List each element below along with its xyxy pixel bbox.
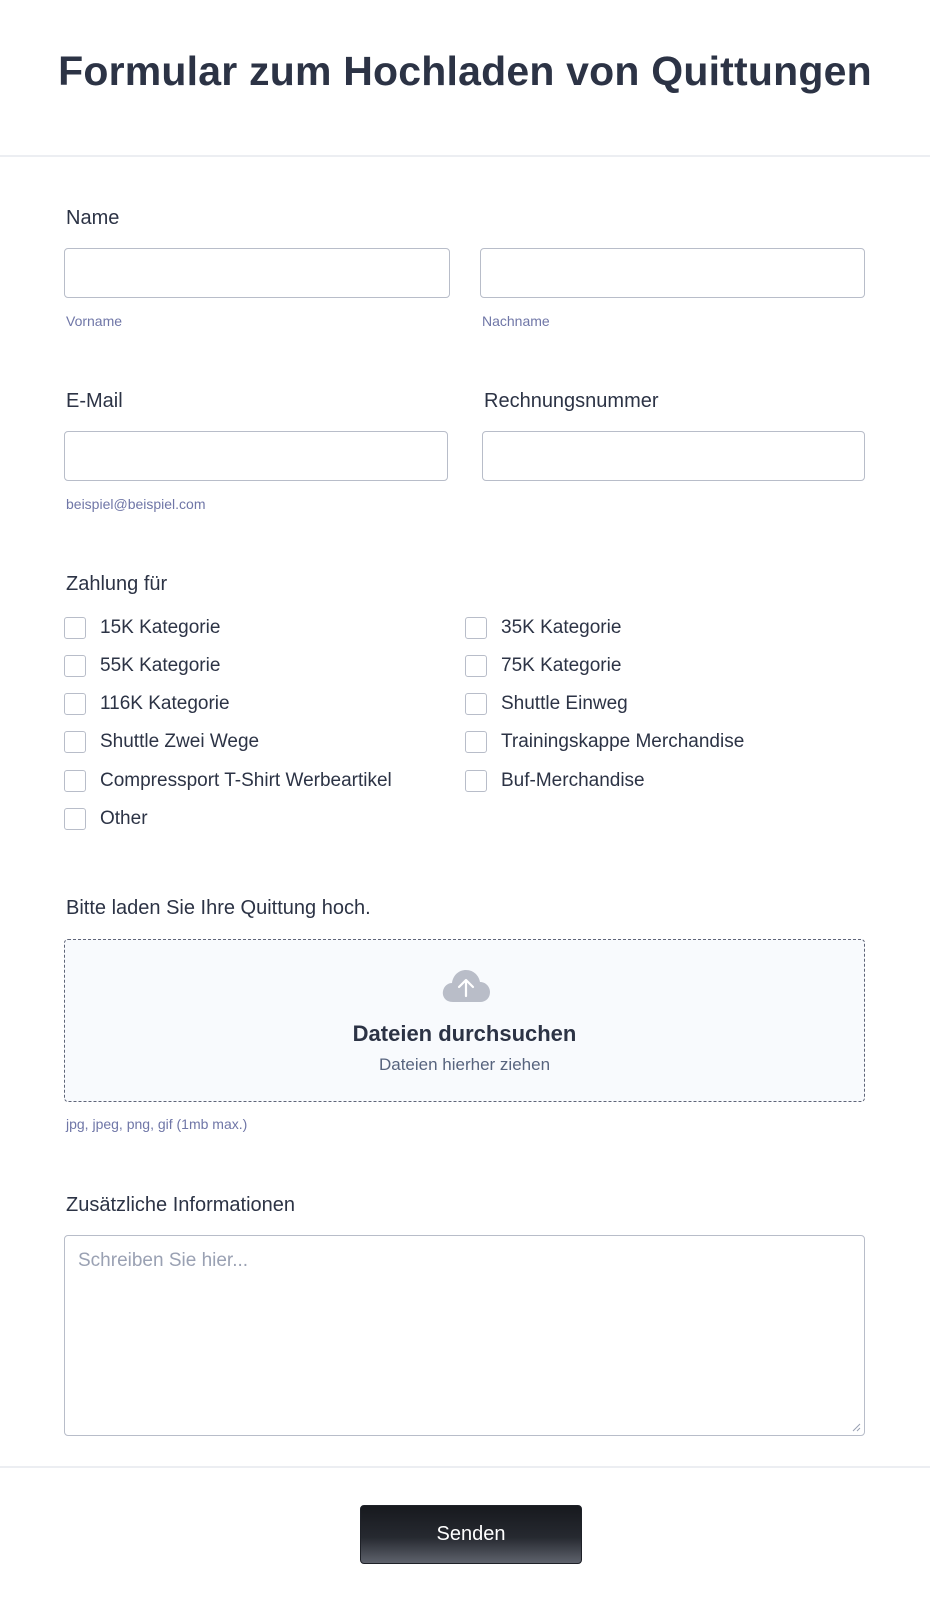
checkbox[interactable] xyxy=(465,617,487,639)
checkbox[interactable] xyxy=(64,617,86,639)
checkbox-option[interactable] xyxy=(64,615,220,641)
checkbox[interactable] xyxy=(64,731,86,753)
checkbox[interactable] xyxy=(465,693,487,715)
form-header xyxy=(0,0,930,157)
checkbox-label: 35K Kategorie xyxy=(501,617,622,638)
checkbox-label: 55K Kategorie xyxy=(100,655,221,676)
checkbox-option[interactable] xyxy=(64,768,392,794)
checkbox-label: Trainingskappe Merchandise xyxy=(501,731,745,752)
cloud-upload-icon xyxy=(441,968,491,1004)
additional-info-label: Zusätzliche Informationen xyxy=(66,1194,296,1216)
checkbox-option[interactable] xyxy=(64,653,220,679)
checkbox[interactable] xyxy=(465,655,487,677)
upload-label: Bitte laden Sie Ihre Quittung hoch. xyxy=(66,897,371,919)
name-label: Name xyxy=(66,207,120,229)
invoice-number-label: Rechnungsnummer xyxy=(484,390,659,412)
browse-files-link[interactable]: Dateien durchsuchen xyxy=(352,1021,577,1046)
checkbox-label: Shuttle Zwei Wege xyxy=(100,731,260,752)
checkbox-option[interactable] xyxy=(465,691,628,717)
first-name-input[interactable] xyxy=(64,248,450,298)
checkbox-option[interactable] xyxy=(64,806,148,832)
last-name-input[interactable] xyxy=(480,248,865,298)
first-name-sublabel: Vorname xyxy=(66,313,123,329)
checkbox[interactable] xyxy=(64,770,86,792)
checkbox-label: 116K Kategorie xyxy=(100,693,230,714)
checkbox-label: Other xyxy=(100,808,148,829)
file-dropzone[interactable] xyxy=(64,939,865,1102)
checkbox[interactable] xyxy=(465,770,487,792)
checkbox[interactable] xyxy=(64,655,86,677)
file-types-hint: jpg, jpeg, png, gif (1mb max.) xyxy=(66,1116,248,1132)
footer-divider xyxy=(0,1466,930,1468)
checkbox-option[interactable] xyxy=(465,615,621,641)
payment-for-label: Zahlung für xyxy=(66,573,168,595)
checkbox-label: 15K Kategorie xyxy=(100,617,221,638)
email-sublabel: beispiel@beispiel.com xyxy=(66,496,206,512)
checkbox-label: 75K Kategorie xyxy=(501,655,622,676)
email-input[interactable] xyxy=(64,431,448,481)
checkbox[interactable] xyxy=(64,808,86,830)
checkbox-option[interactable] xyxy=(64,729,259,755)
email-label: E-Mail xyxy=(66,390,123,412)
checkbox-label: Shuttle Einweg xyxy=(501,693,628,714)
drag-files-hint: Dateien hierher ziehen xyxy=(378,1055,551,1074)
checkbox-label: Buf-Merchandise xyxy=(501,770,645,791)
checkbox-option[interactable] xyxy=(465,729,744,755)
checkbox-option[interactable] xyxy=(64,691,230,717)
last-name-sublabel: Nachname xyxy=(482,313,550,329)
form-title: Formular zum Hochladen von Quittungen xyxy=(58,48,872,94)
checkbox-label: Compressport T-Shirt Werbeartikel xyxy=(100,770,392,791)
checkbox[interactable] xyxy=(465,731,487,753)
invoice-number-input[interactable] xyxy=(482,431,865,481)
resize-grip-icon[interactable] xyxy=(851,1422,861,1432)
checkbox[interactable] xyxy=(64,693,86,715)
checkbox-option[interactable] xyxy=(465,768,645,794)
checkbox-option[interactable] xyxy=(465,653,621,679)
submit-button[interactable]: Senden xyxy=(360,1505,582,1564)
additional-info-textarea[interactable] xyxy=(64,1235,865,1436)
